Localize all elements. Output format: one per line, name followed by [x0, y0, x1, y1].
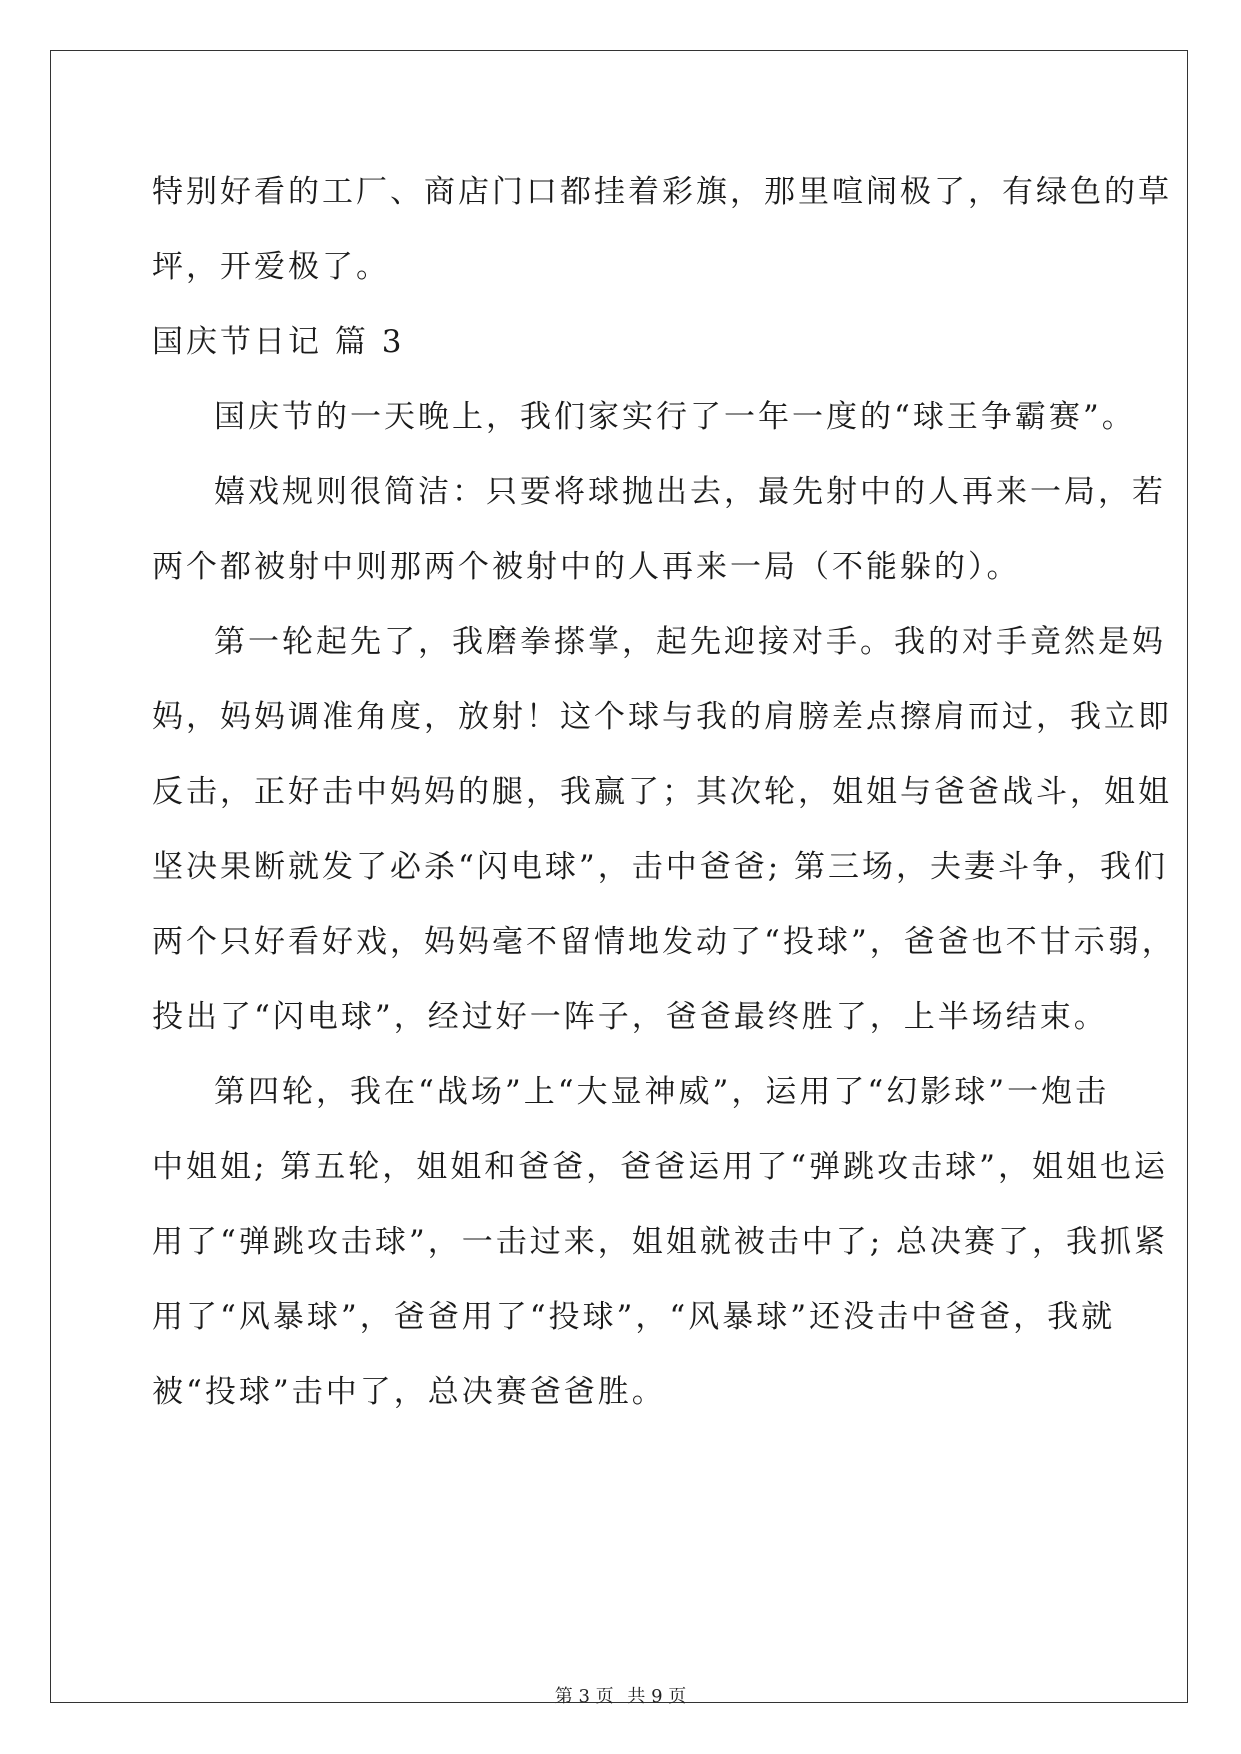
- paragraph-line: 两个只好看好戏，妈妈毫不留情地发动了“投球”，爸爸也不甘示弱，: [152, 924, 1176, 960]
- paragraph-line: 投出了“闪电球”，经过好一阵子，爸爸最终胜了，上半场结束。: [152, 999, 1108, 1035]
- paragraph-line: 第一轮起先了，我磨拳搽掌，起先迎接对手。我的对手竟然是妈: [214, 624, 1166, 660]
- paragraph-line: 第四轮，我在“战场”上“大显神威”，运用了“幻影球”一炮击: [214, 1074, 1110, 1110]
- page-total: 共 9 页: [627, 1686, 687, 1707]
- section-heading: 国庆节日记 篇 3: [152, 324, 405, 360]
- paragraph-line: 嬉戏规则很简洁：只要将球抛出去，最先射中的人再来一局，若: [214, 474, 1166, 510]
- paragraph-line: 特别好看的工厂、商店门口都挂着彩旗，那里喧闹极了，有绿色的草: [152, 174, 1172, 210]
- paragraph-line: 反击，正好击中妈妈的腿，我赢了；其次轮，姐姐与爸爸战斗，姐姐: [152, 774, 1172, 810]
- paragraph-line: 用了“弹跳攻击球”，一击过来，姐姐就被击中了; 总决赛了，我抓紧: [152, 1224, 1168, 1260]
- page-number: 第 3 页: [554, 1686, 614, 1707]
- paragraph-line: 坪，开爱极了。: [152, 249, 390, 285]
- paragraph-line: 被“投球”击中了，总决赛爸爸胜。: [152, 1374, 666, 1410]
- document-body: [152, 155, 1176, 1430]
- paragraph-line: 坚决果断就发了必杀“闪电球”，击中爸爸; 第三场，夫妻斗争，我们: [152, 849, 1168, 885]
- paragraph-line: 用了“风暴球”，爸爸用了“投球”，“风暴球”还没击中爸爸，我就: [152, 1299, 1116, 1335]
- paragraph-line: 妈，妈妈调准角度，放射！这个球与我的肩膀差点擦肩而过，我立即: [152, 699, 1172, 735]
- paragraph-line: 国庆节的一天晚上，我们家实行了一年一度的“球王争霸赛”。: [214, 399, 1136, 435]
- paragraph-line: 两个都被射中则那两个被射中的人再来一局（不能躲的）。: [152, 549, 1021, 585]
- page-footer: [0, 1682, 1241, 1708]
- paragraph-line: 中姐姐; 第五轮，姐姐和爸爸，爸爸运用了“弹跳攻击球”，姐姐也运: [152, 1149, 1168, 1185]
